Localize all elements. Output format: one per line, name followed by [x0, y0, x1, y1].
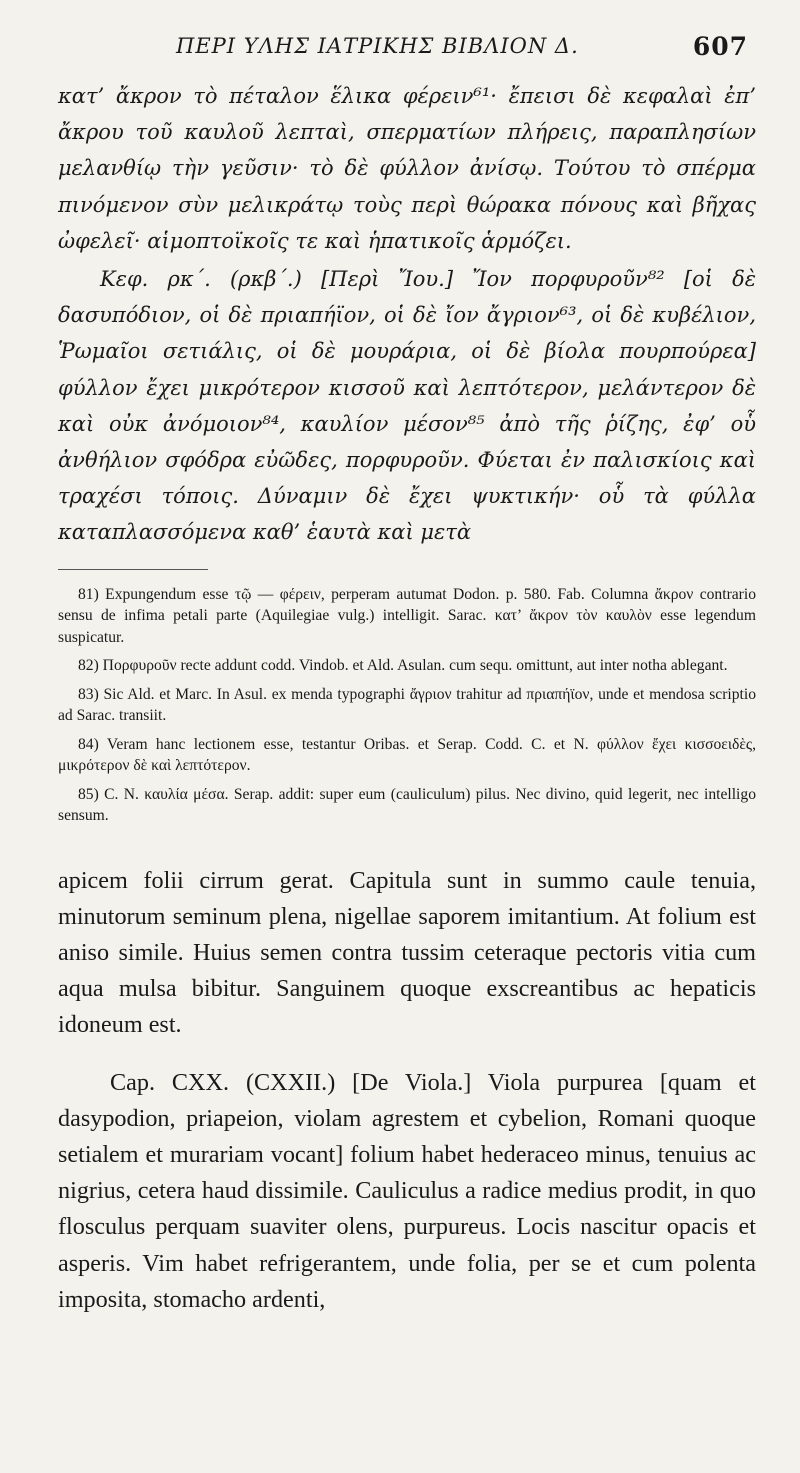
latin-paragraph: apicem folii cirrum gerat. Capitula sunt in summo caule tenuia, minutorum seminum plena, nigellae saporem imitantium. At folium est aniso simile. Huius semen contra tussim ceteraque pectoris vitia cum aqua mulsa bibitur. Sanguinem quoque exscreantibus ac hepaticis idoneum est.	[58, 866, 756, 1039]
footnote: 81) Expungendum esse τῷ — φέρειν, perperam autumat Dodon. p. 580. Fab. Columna ἄκρον contrario sensu de infima petali parte (Aquilegiae vulg.) intelligit. Sarac. κατ’ ἄκρον τὸν καυλὸν esse legendum suspicatur.	[58, 585, 756, 646]
page-number: 607	[692, 32, 748, 61]
running-head	[58, 22, 756, 70]
greek-text	[58, 78, 756, 551]
footnote: 84) Veram hanc lectionem esse, testantur Oribas. et Serap. Codd. C. et N. φύλλον ἔχει κισσοειδὲς, μικρότερον δὲ καὶ λεπτότερον.	[58, 735, 756, 775]
footnote: 82) Πορφυροῦν recte addunt codd. Vindob. et Ald. Asulan. cum sequ. omittunt, aut inter notha ablegant.	[78, 657, 728, 675]
footnote-rule	[58, 569, 208, 570]
footnotes	[58, 584, 756, 827]
running-title: ΠΕΡΙ ΥΛΗΣ ΙΑΤΡΙΚΗΣ ΒΙΒΛΙΟΝ Δ.	[176, 34, 579, 58]
greek-paragraph: κατ’ ἄκρον τὸ πέταλον ἕλικα φέρειν⁶¹· ἔπεισι δὲ κεφαλαὶ ἐπ’ ἄκρου τοῦ καυλοῦ λεπταὶ, σπερματίων πλήρεις, παραπλησίων μελανθίῳ τὴν γεῦσιν· τὸ δὲ φύλλον ἀνίσῳ. Τούτου τὸ σπέρμα πινόμενον σὺν μελικράτῳ τοὺς περὶ θώρακα πόνους καὶ βῆχας ὠφελεῖ· αἱμοπτοϊκοῖς τε καὶ ἡπατικοῖς ἁρμόζει.	[58, 84, 756, 253]
greek-chapter-paragraph: Κεφ. ρκ΄. (ρκβ΄.) [Περὶ Ἴου.] Ἴον πορφυροῦν⁸² [οἱ δὲ δασυπόδιον, οἱ δὲ πριαπήϊον, οἱ δὲ ἴον ἄγριον⁶³, οἱ δὲ κυβέλιον, Ῥωμαῖοι σετιάλις, οἱ δὲ μουράρια, οἱ δὲ βίολα πουρπούρεα] φύλλον ἔχει μικρότερον κισσοῦ καὶ λεπτότερον, μελάντερον δὲ καὶ οὐκ ἀνόμοιον⁸⁴, καυλίον μέσον⁸⁵ ἀπὸ τῆς ῥίζης, ἐφ’ οὗ ἀνθήλιον σφόδρα εὐῶδες, πορφυροῦν. Φύεται ἐν παλισκίοις καὶ τραχέσι τόποις. Δύναμιν δὲ ἔχει ψυκτικήν· οὗ τὰ φύλλα καταπλασσόμενα καθ’ ἑαυτὰ καὶ μετὰ	[58, 267, 756, 545]
latin-text	[58, 863, 756, 1318]
footnote: 83) Sic Ald. et Marc. In Asul. ex menda typographi ἄγριον trahitur ad πριαπήϊον, unde et mendosa scriptio ad Sarac. transiit.	[58, 685, 756, 725]
latin-chapter-paragraph: Cap. CXX. (CXXII.) [De Viola.] Viola purpurea [quam et dasypodion, priapeion, violam agrestem et cybelion, Romani quoque setialem et murariam vocant] folium habet hederaceo minus, tenuius ac nigrius, cetera haud dissimile. Cauliculus a radice medius prodit, in quo flosculus perquam suaviter olens, purpureus. Locis nascitur opacis et asperis. Vim habet refrigerantem, unde folia, per se et cum polenta imposita, stomacho ardenti,	[58, 1069, 756, 1313]
footnote: 85) C. N. καυλία μέσα. Serap. addit: super eum (cauliculum) pilus. Nec divino, quid legerit, nec intelligo sensum.	[58, 785, 756, 825]
